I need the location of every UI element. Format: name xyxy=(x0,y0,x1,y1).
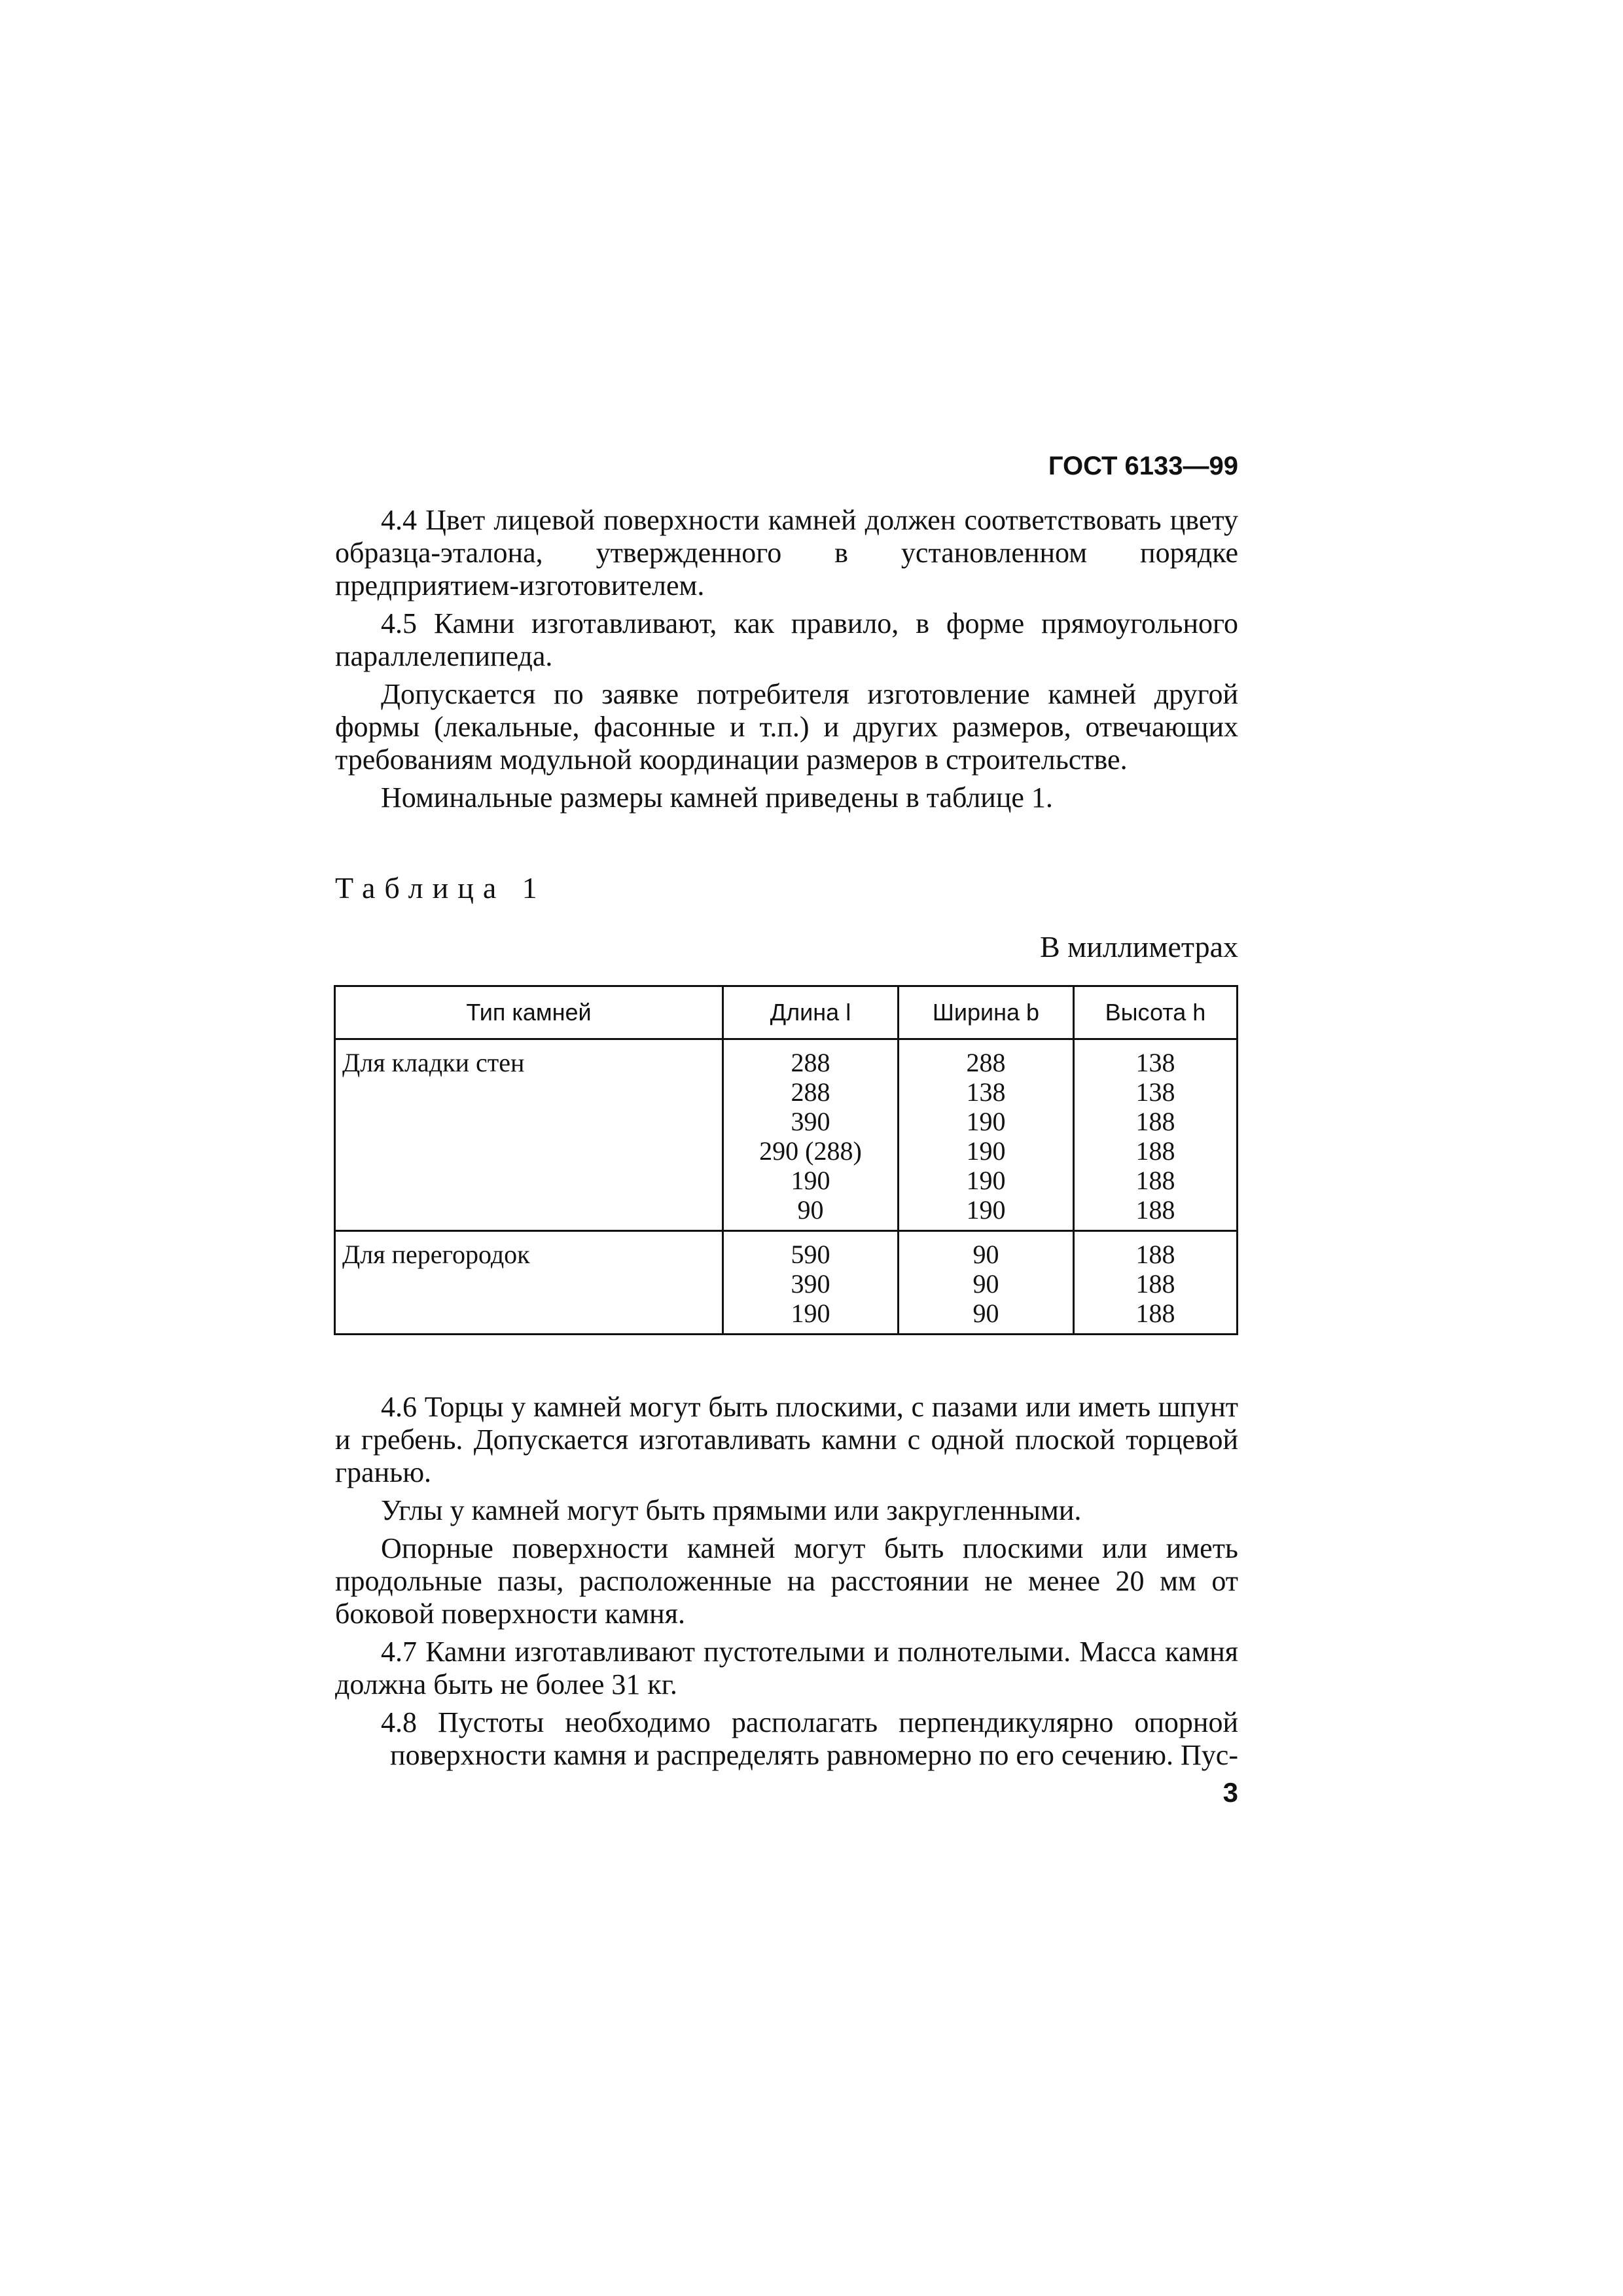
height-value: 188 xyxy=(1135,1166,1175,1195)
width-value: 190 xyxy=(966,1136,1006,1166)
length-values xyxy=(723,1039,899,1231)
length-value: 288 xyxy=(791,1077,830,1107)
width-value: 190 xyxy=(966,1107,1006,1136)
length-value: 390 xyxy=(791,1107,830,1136)
paragraph-4-5-shapes: Допускается по заявке потребителя изготовление камней другой формы (лекальные, фасонные и т.п.) и других размеров, отвечающих требованиям модульной координации размеров в строительстве. xyxy=(335,678,1238,776)
paragraph-4-6-surfaces: Опорные поверхности камней могут быть плоскими или иметь продольные пазы, расположенные на расстоянии не менее 20 мм от боковой поверхности камня. xyxy=(335,1532,1238,1630)
width-value: 190 xyxy=(966,1195,1006,1225)
paragraph-4-7: 4.7 Камни изготавливают пустотелыми и полнотелыми. Масса камня должна быть не более 31 кг. xyxy=(335,1636,1238,1700)
table-row xyxy=(335,1231,1238,1335)
length-value: 190 xyxy=(791,1299,830,1328)
document-code: ГОСТ 6133—99 xyxy=(1048,452,1238,480)
row-type-walls: Для кладки стен xyxy=(335,1039,723,1231)
header-width: Ширина b xyxy=(899,986,1074,1039)
height-value: 138 xyxy=(1135,1048,1175,1077)
table-row xyxy=(335,1039,1238,1231)
row-type-partitions: Для перегородок xyxy=(335,1231,723,1335)
header-height: Высота h xyxy=(1074,986,1238,1039)
text-block-top xyxy=(335,504,1238,819)
width-values xyxy=(899,1039,1074,1231)
height-value: 188 xyxy=(1135,1269,1175,1299)
paragraph-4-6-corners: Углы у камней могут быть прямыми или закругленными. xyxy=(381,1494,1082,1526)
paragraph-4-8: 4.8 Пустоты необходимо располагать перпендикулярно опорной поверхности камня и распределять равномерно по его сечению. Пус- xyxy=(381,1706,1238,1771)
header-length: Длина l xyxy=(723,986,899,1039)
height-values xyxy=(1074,1039,1238,1231)
height-value: 188 xyxy=(1135,1195,1175,1225)
width-value: 190 xyxy=(966,1166,1006,1195)
table-header-row xyxy=(335,986,1238,1039)
height-values xyxy=(1074,1231,1238,1335)
width-value: 90 xyxy=(972,1240,999,1269)
dimensions-table xyxy=(334,985,1238,1335)
length-value: 288 xyxy=(791,1048,830,1077)
width-value: 138 xyxy=(966,1077,1006,1107)
length-values xyxy=(723,1231,899,1335)
paragraph-4-5-table-ref: Номинальные размеры камней приведены в таблице 1. xyxy=(381,781,1053,814)
length-value: 290 (288) xyxy=(759,1136,862,1166)
paragraph-4-6: 4.6 Торцы у камней могут быть плоскими, с пазами или иметь шпунт и гребень. Допускается изготавливать камни с одной плоской торцевой гранью. xyxy=(335,1391,1238,1488)
length-value: 90 xyxy=(797,1195,824,1225)
height-value: 188 xyxy=(1135,1107,1175,1136)
height-value: 188 xyxy=(1135,1136,1175,1166)
page-number: 3 xyxy=(1222,1777,1238,1808)
height-value: 188 xyxy=(1135,1240,1175,1269)
width-values xyxy=(899,1231,1074,1335)
paragraph-4-4: 4.4 Цвет лицевой поверхности камней должен соответствовать цвету образца-эталона, утвержденного в установленном порядке предприятием-изготовителем. xyxy=(335,504,1238,601)
length-value: 390 xyxy=(791,1269,830,1299)
header-type: Тип камней xyxy=(335,986,723,1039)
height-value: 188 xyxy=(1135,1299,1175,1328)
width-value: 90 xyxy=(972,1269,999,1299)
paragraph-4-5: 4.5 Камни изготавливают, как правило, в форме прямоугольного параллелепипеда. xyxy=(335,607,1238,672)
height-value: 138 xyxy=(1135,1077,1175,1107)
width-value: 288 xyxy=(966,1048,1006,1077)
length-value: 590 xyxy=(791,1240,830,1269)
width-value: 90 xyxy=(972,1299,999,1328)
length-value: 190 xyxy=(791,1166,830,1195)
table-units: В миллиметрах xyxy=(1039,930,1238,963)
table-caption: Таблица 1 xyxy=(335,871,546,905)
text-block-bottom xyxy=(335,1391,1238,1777)
